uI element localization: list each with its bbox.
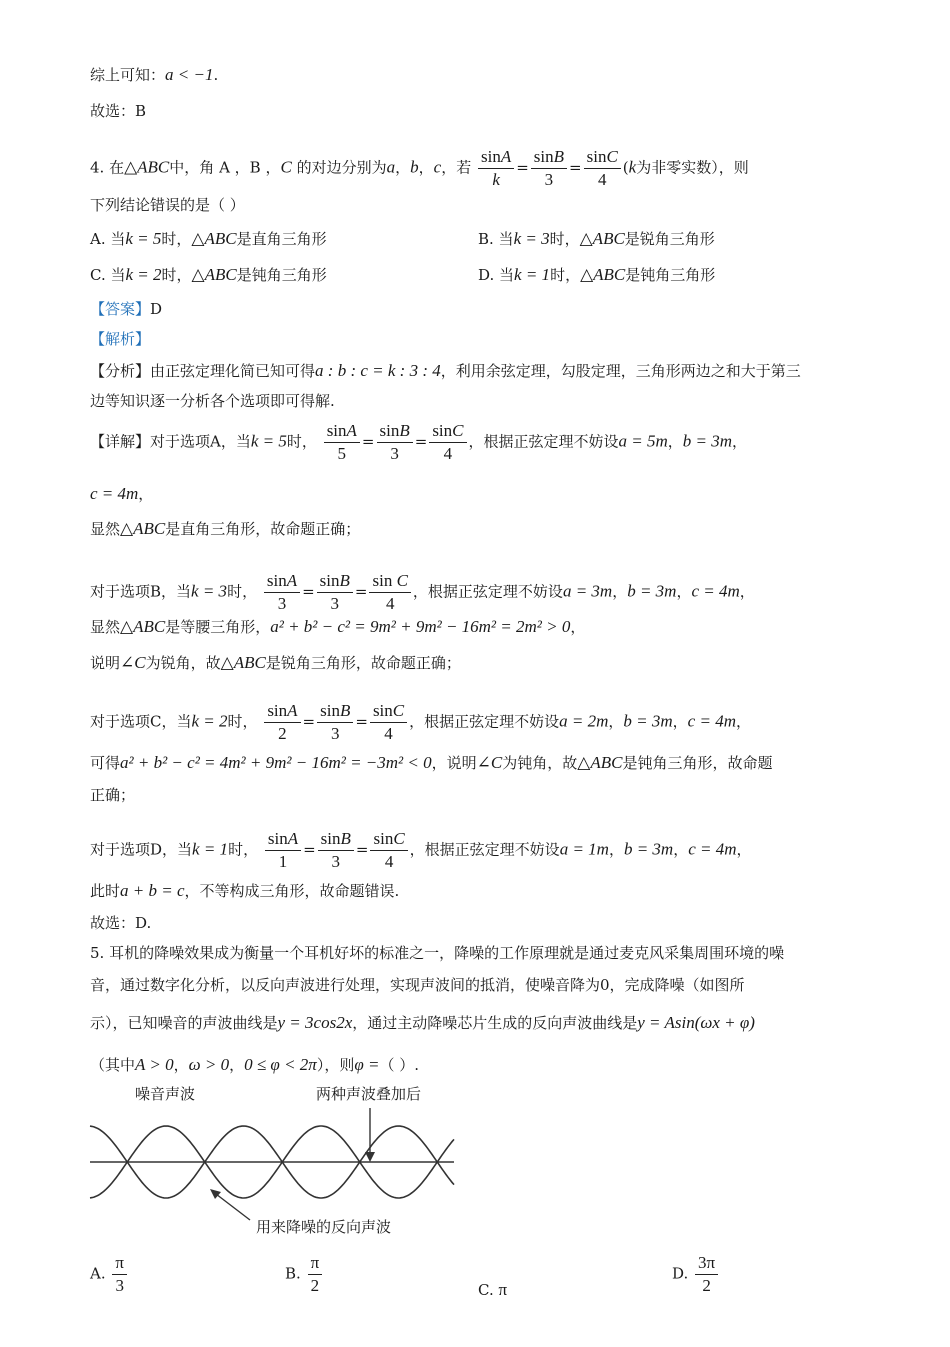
q4-detail-c-line3: 正确； [90,786,136,804]
q4-detail-b-eq: 显然△ABC是等腰三角形，a² + b² − c² = 9m² + 9m² − 16m² = 2m² > 0， [90,617,586,636]
q5-line2: 音，通过数字化分析，以反向声波进行处理，实现声波间的抵消，使噪音降为0，完成降噪（如图所 [90,976,745,994]
q4-option-a[interactable]: A. 当k = 5时，△ABC是直角三角形 [90,229,327,248]
prev-choice: 故选：B [90,102,147,120]
arrowhead-anti [210,1189,221,1199]
fraction: $\frac{\sin C}{4}$ [370,828,407,873]
fraction: $\frac{\sin B}{3}$ [377,420,413,465]
arrowhead-combined [365,1152,375,1162]
q4-detail-b-concl: 说明∠C为锐角，故△ABC是锐角三角形，故命题正确； [90,653,461,672]
q5-option-d[interactable]: D. $\frac{3\pi}{2}$ [672,1252,720,1297]
q4-detail-c-eq: 可得a² + b² − c² = 4m² + 9m² − 16m² = −3m² < 0，说明∠C为钝角，故△ABC是钝角三角形，故命题 [90,753,773,772]
fraction-sinB-3: $\frac{\sin B}{3}$ [531,146,567,191]
q4-option-c[interactable]: C. 当k = 2时，△ABC是钝角三角形 [90,265,327,284]
sound-wave-figure [88,1082,468,1242]
q4-fenxi-line2: 边等知识逐一分析各个选项即可得解. [90,392,335,410]
q4-detail-a-c: c = 4m， [90,484,154,503]
label-anti-noise-wave: 用来降噪的反向声波 [256,1218,392,1236]
q4-detail-b: 对于选项B，当k = 3时， $\frac{\sin A}{3}$ = $\frac{\sin B}{3}$ = $\frac{\text{sin C}}{4}$ ，根据正弦定理不妨设a = 3m，b = 3m，c = 4m， [90,571,755,613]
q5-option-b[interactable]: B. $\frac{\pi}{2}$ [285,1252,324,1297]
label-noise-wave: 噪音声波 [135,1085,196,1103]
fraction: $\frac{\sin C}{4}$ [370,700,407,745]
summary-math: a < −1 [165,65,214,84]
q5-option-c[interactable]: C. π [478,1280,508,1299]
q4-fenxi: 【分析】由正弦定理化简已知可得a : b : c = k : 3 : 4，利用余弦定理，勾股定理，三角形两边之和大于第三 [90,361,801,380]
q4-answer: 【答案】D [90,300,163,318]
fraction-sinC-4: $\frac{\sin C}{4}$ [584,146,621,191]
q4-option-d[interactable]: D. 当k = 1时，△ABC是钝角三角形 [478,265,716,284]
q4-option-b[interactable]: B. 当k = 3时，△ABC是锐角三角形 [478,229,715,248]
q4-detail-c: 对于选项C，当k = 2时， $\frac{\sin A}{2}$ = $\frac{\sin B}{3}$ = $\frac{\sin C}{4}$ ，根据正弦定理不妨设a = 2m，b = 3m，c = 4m， [90,701,751,743]
label-combined-wave: 两种声波叠加后 [316,1085,422,1103]
fraction: $\frac{\sin C}{4}$ [429,420,466,465]
q4-analysis-tag: 【解析】 [90,330,151,348]
q4-detail-a: 【详解】对于选项A，当k = 5时， $\frac{\sin A}{5}$ = $\frac{\sin B}{3}$ = $\frac{\sin C}{4}$ ，根据正弦定理不妨设a = 5m，b = 3m， [90,421,748,463]
q5-line3: 示），已知噪音的声波曲线是y = 3cos2x，通过主动降噪芯片生成的反向声波曲线是y = Asin(ωx + φ) [90,1013,755,1032]
q4-detail-d-concl: 此时a + b = c，不等构成三角形，故命题错误. [90,881,400,900]
summary-line: 综上可知：a < −1. [90,65,219,84]
q4-detail-a-conclusion: 显然△ABC是直角三角形，故命题正确； [90,519,361,538]
fraction: $\frac{\sin B}{3}$ [318,828,354,873]
fraction: $\frac{\text{sin C}}{4}$ [369,570,410,615]
fraction: $\frac{\sin A}{2}$ [264,700,300,745]
fraction: $\frac{\sin A}{5}$ [324,420,360,465]
q4-stem-line2: 下列结论错误的是（ ） [90,196,245,214]
q4-detail-d: 对于选项D，当k = 1时， $\frac{\sin A}{1}$ = $\frac{\sin B}{3}$ = $\frac{\sin C}{4}$ ，根据正弦定理不妨设a = 1m，b = 3m，c = 4m， [90,829,752,871]
fraction: $\frac{\sin A}{1}$ [265,828,301,873]
fraction: $\frac{\sin A}{3}$ [264,570,300,615]
q4-stem: 4. 在△ABC中，角 A ，B ，C 的对边分别为a，b，c，若 $\frac{\sin A}{k}$ = $\frac{\sin B}{3}$ = $\frac{\sin C}{4}$ (k为非零实数），则 [90,147,749,189]
q5-line1: 5. 耳机的降噪效果成为衡量一个耳机好坏的标准之一，降噪的工作原理就是通过麦克风采集周围环境的噪 [90,944,785,962]
q4-final: 故选：D. [90,914,152,932]
fraction: $\frac{\sin B}{3}$ [317,700,353,745]
q5-line4: （其中A > 0，ω > 0，0 ≤ φ < 2π），则φ =（ ）. [90,1055,420,1074]
triangle-symbol: △ABC [124,157,170,177]
fraction: $\frac{\sin B}{3}$ [317,570,353,615]
fraction-sinA-k: $\frac{\sin A}{k}$ [478,146,514,191]
q5-option-a[interactable]: A. $\frac{\pi}{3}$ [90,1252,129,1297]
